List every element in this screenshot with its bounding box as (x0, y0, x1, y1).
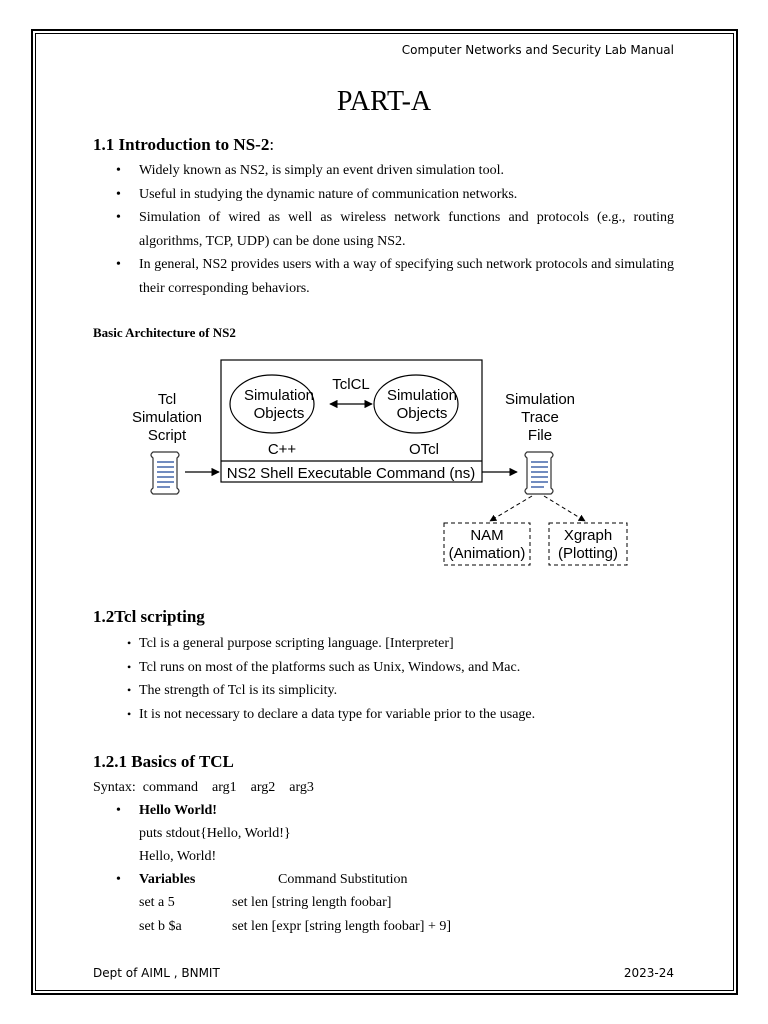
arrow-trace-to-xgraph (544, 496, 585, 521)
hello-world-code: puts stdout{Hello, World!} (139, 826, 291, 841)
variable-example-1: set a 5 (139, 895, 175, 910)
cpp-label: C++ (267, 441, 297, 458)
bullet-icon: • (127, 706, 132, 721)
list-item-text: Tcl is a general purpose scripting language. [Interpreter] (139, 636, 454, 651)
cpp-objects-ellipse (230, 375, 314, 433)
tclcl-label: TclCL (332, 376, 370, 393)
bullet-icon: • (127, 659, 132, 674)
hello-world-output: Hello, World! (139, 849, 217, 864)
otcl-objects-ellipse (374, 375, 458, 433)
heading-colon: : (269, 135, 275, 154)
footer-year: 2023-24 (623, 966, 674, 980)
list-item (127, 703, 667, 727)
trace-file-label-1: Simulation (504, 391, 576, 408)
tcl-bullet-list (127, 632, 667, 726)
syntax-line: Syntax: command arg1 arg2 arg3 (93, 780, 314, 795)
cpp-objects-label-1: Simulation (243, 387, 315, 404)
section-heading-intro-text: 1.1 Introduction to NS-2 (93, 135, 270, 154)
otcl-label: OTcl (409, 441, 439, 458)
list-item (127, 632, 667, 656)
bullet-icon: • (116, 186, 121, 202)
part-title: PART-A (336, 86, 432, 117)
bullet-icon: • (116, 803, 121, 818)
tcl-script-label-3: Script (147, 427, 187, 444)
bullet-icon: • (116, 257, 121, 272)
shell-command-label: NS2 Shell Executable Command (ns) (226, 465, 476, 482)
cpp-objects-label-2: Objects (253, 405, 305, 422)
bullet-icon: • (127, 636, 132, 650)
list-item (127, 679, 667, 703)
trace-file-label-3: File (527, 427, 553, 444)
running-header: Computer Networks and Security Lab Manual (401, 43, 674, 57)
otcl-objects-label-1: Simulation (386, 387, 458, 404)
bullet-icon: • (116, 872, 121, 887)
list-item-text: Simulation of wired as well as wireless network functions and protocols (e.g., routing algorithms, TCP, UDP) can be done using NS2. (139, 210, 674, 249)
tcl-script-label-2: Simulation (131, 409, 203, 426)
command-example-2: set len [expr [string length foobar] + 9] (232, 919, 451, 934)
variable-example-2: set b $a (139, 919, 182, 934)
section-heading-basics-tcl: 1.2.1 Basics of TCL (93, 752, 234, 771)
list-item-text: Useful in studying the dynamic nature of communication networks. (139, 186, 518, 202)
list-item (127, 656, 667, 680)
list-item-text: In general, NS2 provides users with a way of specifying such network protocols and simulating their corresponding behaviors. (139, 257, 674, 296)
list-item-text: Tcl runs on most of the platforms such as Unix, Windows, and Mac. (139, 659, 521, 675)
variables-label: Variables (139, 872, 196, 887)
hello-world-label: Hello World! (139, 803, 217, 818)
xgraph-label-2: (Plotting) (557, 545, 619, 562)
trace-scroll-icon (525, 452, 553, 494)
bullet-icon: • (116, 210, 121, 225)
list-item-text: Widely known as NS2, is simply an event driven simulation tool. (139, 163, 504, 178)
command-substitution-label: Command Substitution (278, 872, 408, 887)
command-example-1: set len [string length foobar] (232, 895, 392, 910)
section-heading-tcl-scripting: 1.2Tcl scripting (93, 607, 205, 626)
script-scroll-icon (151, 452, 179, 494)
nam-label-1: NAM (470, 527, 504, 544)
tcl-script-label-1: Tcl (157, 391, 177, 408)
list-item-text: The strength of Tcl is its simplicity. (139, 683, 338, 698)
list-item-text: It is not necessary to declare a data type for variable prior to the usage. (139, 706, 536, 722)
nam-label-2: (Animation) (448, 545, 526, 562)
architecture-title: Basic Architecture of NS2 (93, 325, 236, 340)
bullet-icon: • (127, 683, 132, 697)
arrow-trace-to-nam (490, 496, 532, 521)
bullet-icon: • (116, 163, 121, 178)
footer-dept: Dept of AIML , BNMIT (93, 966, 220, 980)
otcl-objects-label-2: Objects (396, 405, 448, 422)
trace-file-label-2: Trace (521, 409, 559, 426)
xgraph-label-1: Xgraph (563, 527, 613, 544)
